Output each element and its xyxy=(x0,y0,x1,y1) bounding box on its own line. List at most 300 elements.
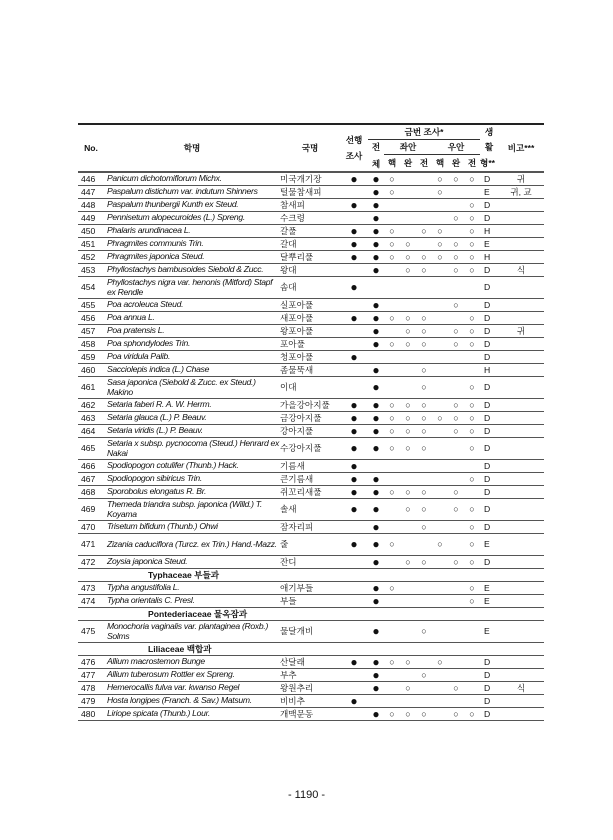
left-buffer-mark: ○ xyxy=(400,412,416,425)
right-transition-mark: ○ xyxy=(464,199,480,212)
current-all-mark: ● xyxy=(368,521,384,534)
scientific-name: Poa viridula Palib. xyxy=(104,351,280,364)
right-core-mark xyxy=(432,695,448,708)
right-transition-mark xyxy=(464,669,480,682)
korean-name: 솜대 xyxy=(280,277,340,299)
previous-survey-mark xyxy=(340,299,368,312)
life-form: D xyxy=(480,172,498,186)
left-core-mark: ○ xyxy=(384,534,400,556)
right-transition-mark xyxy=(464,656,480,669)
left-buffer-mark xyxy=(400,582,416,595)
previous-survey-mark xyxy=(340,364,368,377)
left-buffer-mark: ○ xyxy=(400,312,416,325)
previous-survey-mark: ● xyxy=(340,425,368,438)
table-row xyxy=(78,251,544,264)
right-core-mark xyxy=(432,682,448,695)
right-core-mark xyxy=(432,499,448,521)
life-form: D xyxy=(480,264,498,277)
scientific-name: Sacciolepis indica (L.) Chase xyxy=(104,364,280,377)
left-core-mark xyxy=(384,521,400,534)
korean-name: 왕원추리 xyxy=(280,682,340,695)
korean-name: 좀물뚝새 xyxy=(280,364,340,377)
right-buffer-mark xyxy=(448,225,464,238)
left-core-mark: ○ xyxy=(384,172,400,186)
table-row xyxy=(78,338,544,351)
right-core-mark xyxy=(432,299,448,312)
right-transition-mark: ○ xyxy=(464,212,480,225)
species-table xyxy=(78,123,544,721)
left-buffer-mark: ○ xyxy=(400,682,416,695)
life-form: E xyxy=(480,582,498,595)
left-buffer-mark: ○ xyxy=(400,556,416,569)
species-number: 460 xyxy=(78,364,104,377)
left-core-mark: ○ xyxy=(384,238,400,251)
life-form: D xyxy=(480,486,498,499)
header-all-line2: 체 xyxy=(371,159,381,169)
left-core-mark: ○ xyxy=(384,486,400,499)
previous-survey-mark xyxy=(340,264,368,277)
right-core-mark xyxy=(432,264,448,277)
current-all-mark: ● xyxy=(368,199,384,212)
left-core-mark xyxy=(384,364,400,377)
current-all-mark: ● xyxy=(368,212,384,225)
table-row xyxy=(78,312,544,325)
left-buffer-mark: ○ xyxy=(400,399,416,412)
left-buffer-mark: ○ xyxy=(400,338,416,351)
scientific-name: Paspalum thunbergii Kunth ex Steud. xyxy=(104,199,280,212)
korean-name: 강아지풀 xyxy=(280,425,340,438)
right-buffer-mark: ○ xyxy=(448,425,464,438)
right-core-mark xyxy=(432,521,448,534)
note xyxy=(498,486,544,499)
right-buffer-mark xyxy=(448,199,464,212)
species-number: 480 xyxy=(78,708,104,721)
scientific-name: Trisetum bifidum (Thunb.) Ohwi xyxy=(104,521,280,534)
right-transition-mark: ○ xyxy=(464,438,480,460)
table-row xyxy=(78,460,544,473)
note: 귀, 교 xyxy=(498,186,544,199)
right-buffer-mark xyxy=(448,534,464,556)
scientific-name: Typha angustifolia L. xyxy=(104,582,280,595)
left-core-mark xyxy=(384,669,400,682)
header-sub: 전 xyxy=(467,158,477,168)
left-transition-mark xyxy=(416,172,432,186)
previous-survey-mark: ● xyxy=(340,695,368,708)
right-transition-mark: ○ xyxy=(464,172,480,186)
current-all-mark xyxy=(368,460,384,473)
korean-name: 수크령 xyxy=(280,212,340,225)
species-number: 456 xyxy=(78,312,104,325)
right-buffer-mark xyxy=(448,438,464,460)
right-transition-mark: ○ xyxy=(464,412,480,425)
right-buffer-mark xyxy=(448,621,464,643)
right-transition-mark xyxy=(464,460,480,473)
note xyxy=(498,695,544,708)
life-form: D xyxy=(480,473,498,486)
current-all-mark xyxy=(368,695,384,708)
note xyxy=(498,521,544,534)
right-buffer-mark xyxy=(448,656,464,669)
note xyxy=(498,412,544,425)
scientific-name: Typha orientalis C. Presl. xyxy=(104,595,280,608)
note xyxy=(498,556,544,569)
right-transition-mark: ○ xyxy=(464,225,480,238)
left-transition-mark: ○ xyxy=(416,708,432,721)
right-buffer-mark: ○ xyxy=(448,251,464,264)
family-name: Pontederiaceae 물옥잠과 xyxy=(78,608,544,621)
previous-survey-mark xyxy=(340,595,368,608)
header-all xyxy=(368,140,384,173)
current-all-mark: ● xyxy=(368,325,384,338)
right-core-mark xyxy=(432,473,448,486)
previous-survey-mark: ● xyxy=(340,499,368,521)
left-buffer-mark xyxy=(400,695,416,708)
note xyxy=(498,473,544,486)
species-number: 459 xyxy=(78,351,104,364)
right-buffer-mark: ○ xyxy=(448,264,464,277)
left-transition-mark xyxy=(416,695,432,708)
left-transition-mark: ○ xyxy=(416,377,432,399)
table-row xyxy=(78,499,544,521)
korean-name: 왕포아풀 xyxy=(280,325,340,338)
right-buffer-mark xyxy=(448,312,464,325)
left-buffer-mark xyxy=(400,172,416,186)
current-all-mark: ● xyxy=(368,499,384,521)
left-buffer-mark: ○ xyxy=(400,264,416,277)
korean-name: 물달개비 xyxy=(280,621,340,643)
right-buffer-mark: ○ xyxy=(448,325,464,338)
life-form: D xyxy=(480,695,498,708)
right-buffer-mark: ○ xyxy=(448,238,464,251)
life-form: H xyxy=(480,225,498,238)
species-number: 477 xyxy=(78,669,104,682)
left-buffer-mark xyxy=(400,621,416,643)
korean-name: 기름새 xyxy=(280,460,340,473)
scientific-name: Allium tuberosum Rottler ex Spreng. xyxy=(104,669,280,682)
scientific-name: Hemerocallis fulva var. kwanso Regel xyxy=(104,682,280,695)
note xyxy=(498,399,544,412)
species-number: 479 xyxy=(78,695,104,708)
header-sub: 핵 xyxy=(435,158,445,168)
scientific-name: Phalaris arundinacea L. xyxy=(104,225,280,238)
right-buffer-mark xyxy=(448,460,464,473)
note xyxy=(498,656,544,669)
left-core-mark: ○ xyxy=(384,412,400,425)
korean-name: 애기부들 xyxy=(280,582,340,595)
left-core-mark: ○ xyxy=(384,338,400,351)
right-buffer-mark: ○ xyxy=(448,338,464,351)
right-buffer-mark xyxy=(448,277,464,299)
species-number: 457 xyxy=(78,325,104,338)
left-buffer-mark xyxy=(400,364,416,377)
species-number: 463 xyxy=(78,412,104,425)
right-core-mark xyxy=(432,438,448,460)
current-all-mark: ● xyxy=(368,656,384,669)
species-number: 472 xyxy=(78,556,104,569)
previous-survey-mark xyxy=(340,186,368,199)
korean-name: 큰기름새 xyxy=(280,473,340,486)
left-transition-mark: ○ xyxy=(416,556,432,569)
species-number: 468 xyxy=(78,486,104,499)
right-core-mark xyxy=(432,621,448,643)
korean-name: 줄 xyxy=(280,534,340,556)
previous-survey-mark xyxy=(340,521,368,534)
current-all-mark: ● xyxy=(368,556,384,569)
species-number: 469 xyxy=(78,499,104,521)
left-core-mark xyxy=(384,277,400,299)
note xyxy=(498,238,544,251)
scientific-name: Allium macrostemon Bunge xyxy=(104,656,280,669)
right-buffer-mark xyxy=(448,669,464,682)
family-name: Liliaceae 백합과 xyxy=(78,643,544,656)
table-row xyxy=(78,299,544,312)
table-row xyxy=(78,199,544,212)
right-transition-mark: ○ xyxy=(464,473,480,486)
scientific-name: Poa annua L. xyxy=(104,312,280,325)
previous-survey-mark xyxy=(340,556,368,569)
previous-survey-mark: ● xyxy=(340,277,368,299)
species-number: 450 xyxy=(78,225,104,238)
table-row xyxy=(78,225,544,238)
species-number: 458 xyxy=(78,338,104,351)
species-number: 473 xyxy=(78,582,104,595)
previous-survey-mark xyxy=(340,377,368,399)
korean-name: 왕대 xyxy=(280,264,340,277)
left-transition-mark xyxy=(416,199,432,212)
scientific-name: Setaria faberi R. A. W. Herrm. xyxy=(104,399,280,412)
scientific-name: Setaria glauca (L.) P. Beauv. xyxy=(104,412,280,425)
life-form: D xyxy=(480,460,498,473)
left-core-mark xyxy=(384,377,400,399)
left-buffer-mark xyxy=(400,377,416,399)
left-buffer-mark: ○ xyxy=(400,251,416,264)
header-current-survey: 금번 조사* xyxy=(368,124,480,140)
left-transition-mark: ○ xyxy=(416,364,432,377)
previous-survey-mark xyxy=(340,669,368,682)
life-form: D xyxy=(480,351,498,364)
species-number: 454 xyxy=(78,277,104,299)
scientific-name: Setaria x subsp. pycnocoma (Steud.) Henrard ex Nakai xyxy=(104,438,280,460)
right-buffer-mark: ○ xyxy=(448,486,464,499)
header-prev-line2: 조사 xyxy=(345,151,363,161)
life-form: D xyxy=(480,499,498,521)
table-row xyxy=(78,582,544,595)
table-row xyxy=(78,556,544,569)
right-transition-mark: ○ xyxy=(464,325,480,338)
left-buffer-mark xyxy=(400,534,416,556)
korean-name: 수강아지풀 xyxy=(280,438,340,460)
right-core-mark xyxy=(432,199,448,212)
header-scientific-name: 학명 xyxy=(104,124,280,172)
right-buffer-mark: ○ xyxy=(448,299,464,312)
left-buffer-mark: ○ xyxy=(400,708,416,721)
left-transition-mark: ○ xyxy=(416,521,432,534)
right-buffer-mark: ○ xyxy=(448,499,464,521)
left-transition-mark: ○ xyxy=(416,621,432,643)
right-core-mark xyxy=(432,338,448,351)
right-core-mark xyxy=(432,582,448,595)
family-row xyxy=(78,643,544,656)
right-transition-mark xyxy=(464,186,480,199)
right-core-mark xyxy=(432,556,448,569)
left-buffer-mark: ○ xyxy=(400,325,416,338)
right-buffer-mark xyxy=(448,364,464,377)
table-row xyxy=(78,412,544,425)
right-buffer-mark xyxy=(448,351,464,364)
table-row xyxy=(78,708,544,721)
left-transition-mark xyxy=(416,299,432,312)
right-buffer-mark xyxy=(448,521,464,534)
current-all-mark: ● xyxy=(368,399,384,412)
previous-survey-mark: ● xyxy=(340,656,368,669)
right-core-mark: ○ xyxy=(432,534,448,556)
table-row xyxy=(78,486,544,499)
current-all-mark: ● xyxy=(368,238,384,251)
current-all-mark: ● xyxy=(368,225,384,238)
right-core-mark: ○ xyxy=(432,172,448,186)
right-transition-mark: ○ xyxy=(464,264,480,277)
previous-survey-mark: ● xyxy=(340,251,368,264)
life-form: D xyxy=(480,338,498,351)
scientific-name: Monochoria vaginalis var. plantaginea (Roxb.) Solms xyxy=(104,621,280,643)
header-sub: 전 xyxy=(419,158,429,168)
left-transition-mark xyxy=(416,277,432,299)
korean-name: 이대 xyxy=(280,377,340,399)
previous-survey-mark: ● xyxy=(340,351,368,364)
korean-name: 솔새 xyxy=(280,499,340,521)
header-korean-name: 국명 xyxy=(280,124,340,172)
left-core-mark xyxy=(384,695,400,708)
species-number: 461 xyxy=(78,377,104,399)
life-form: D xyxy=(480,521,498,534)
scientific-name: Pennisetum alopecuroides (L.) Spreng. xyxy=(104,212,280,225)
right-buffer-mark xyxy=(448,186,464,199)
korean-name: 개맥문동 xyxy=(280,708,340,721)
table-row xyxy=(78,473,544,486)
right-transition-mark: ○ xyxy=(464,399,480,412)
previous-survey-mark: ● xyxy=(340,399,368,412)
life-form: D xyxy=(480,438,498,460)
scientific-name: Spodiopogon sibiricus Trin. xyxy=(104,473,280,486)
right-core-mark xyxy=(432,399,448,412)
korean-name: 달뿌리풀 xyxy=(280,251,340,264)
right-transition-mark xyxy=(464,695,480,708)
korean-name: 가을강아지풀 xyxy=(280,399,340,412)
current-all-mark: ● xyxy=(368,312,384,325)
current-all-mark: ● xyxy=(368,582,384,595)
note xyxy=(498,460,544,473)
right-core-mark xyxy=(432,325,448,338)
table-row xyxy=(78,425,544,438)
right-transition-mark: ○ xyxy=(464,238,480,251)
life-form: D xyxy=(480,377,498,399)
previous-survey-mark xyxy=(340,708,368,721)
current-all-mark: ● xyxy=(368,682,384,695)
table-header xyxy=(78,124,544,172)
left-buffer-mark xyxy=(400,473,416,486)
note: 식 xyxy=(498,682,544,695)
left-transition-mark: ○ xyxy=(416,412,432,425)
left-core-mark xyxy=(384,460,400,473)
korean-name: 참새피 xyxy=(280,199,340,212)
species-number: 452 xyxy=(78,251,104,264)
left-transition-mark: ○ xyxy=(416,438,432,460)
previous-survey-mark xyxy=(340,325,368,338)
table-row xyxy=(78,264,544,277)
life-form: D xyxy=(480,212,498,225)
left-buffer-mark xyxy=(400,186,416,199)
header-no: No. xyxy=(78,124,104,172)
right-core-mark xyxy=(432,212,448,225)
left-transition-mark: ○ xyxy=(416,325,432,338)
left-buffer-mark xyxy=(400,212,416,225)
previous-survey-mark xyxy=(340,621,368,643)
current-all-mark: ● xyxy=(368,473,384,486)
right-buffer-mark xyxy=(448,582,464,595)
left-core-mark xyxy=(384,264,400,277)
right-core-mark xyxy=(432,595,448,608)
header-all-line1: 전 xyxy=(371,142,381,152)
note xyxy=(498,425,544,438)
left-buffer-mark xyxy=(400,595,416,608)
korean-name: 쥐꼬리새풀 xyxy=(280,486,340,499)
scientific-name: Phragmites japonica Steud. xyxy=(104,251,280,264)
left-transition-mark xyxy=(416,238,432,251)
table-row xyxy=(78,377,544,399)
left-core-mark xyxy=(384,682,400,695)
korean-name: 잔디 xyxy=(280,556,340,569)
left-core-mark xyxy=(384,473,400,486)
table-row xyxy=(78,669,544,682)
left-transition-mark: ○ xyxy=(416,225,432,238)
scientific-name: Setaria viridis (L.) P. Beauv. xyxy=(104,425,280,438)
right-transition-mark: ○ xyxy=(464,338,480,351)
current-all-mark: ● xyxy=(368,377,384,399)
korean-name: 금강아지풀 xyxy=(280,412,340,425)
note xyxy=(498,708,544,721)
right-transition-mark xyxy=(464,364,480,377)
right-buffer-mark: ○ xyxy=(448,556,464,569)
table-row xyxy=(78,438,544,460)
korean-name: 갈풀 xyxy=(280,225,340,238)
korean-name: 갈대 xyxy=(280,238,340,251)
right-buffer-mark: ○ xyxy=(448,412,464,425)
left-core-mark: ○ xyxy=(384,312,400,325)
species-number: 474 xyxy=(78,595,104,608)
life-form: E xyxy=(480,186,498,199)
species-number: 467 xyxy=(78,473,104,486)
table-body xyxy=(78,172,544,721)
left-transition-mark xyxy=(416,351,432,364)
note xyxy=(498,277,544,299)
life-form: D xyxy=(480,682,498,695)
left-buffer-mark xyxy=(400,669,416,682)
current-all-mark: ● xyxy=(368,669,384,682)
scientific-name: Paspalum distichum var. indutum Shinners xyxy=(104,186,280,199)
left-transition-mark xyxy=(416,473,432,486)
table-row xyxy=(78,351,544,364)
scientific-name: Liriope spicata (Thunb.) Lour. xyxy=(104,708,280,721)
species-number: 465 xyxy=(78,438,104,460)
left-core-mark xyxy=(384,595,400,608)
note xyxy=(498,251,544,264)
table-row xyxy=(78,534,544,556)
right-transition-mark: ○ xyxy=(464,556,480,569)
right-transition-mark: ○ xyxy=(464,582,480,595)
left-buffer-mark xyxy=(400,199,416,212)
table-row xyxy=(78,364,544,377)
previous-survey-mark: ● xyxy=(340,486,368,499)
